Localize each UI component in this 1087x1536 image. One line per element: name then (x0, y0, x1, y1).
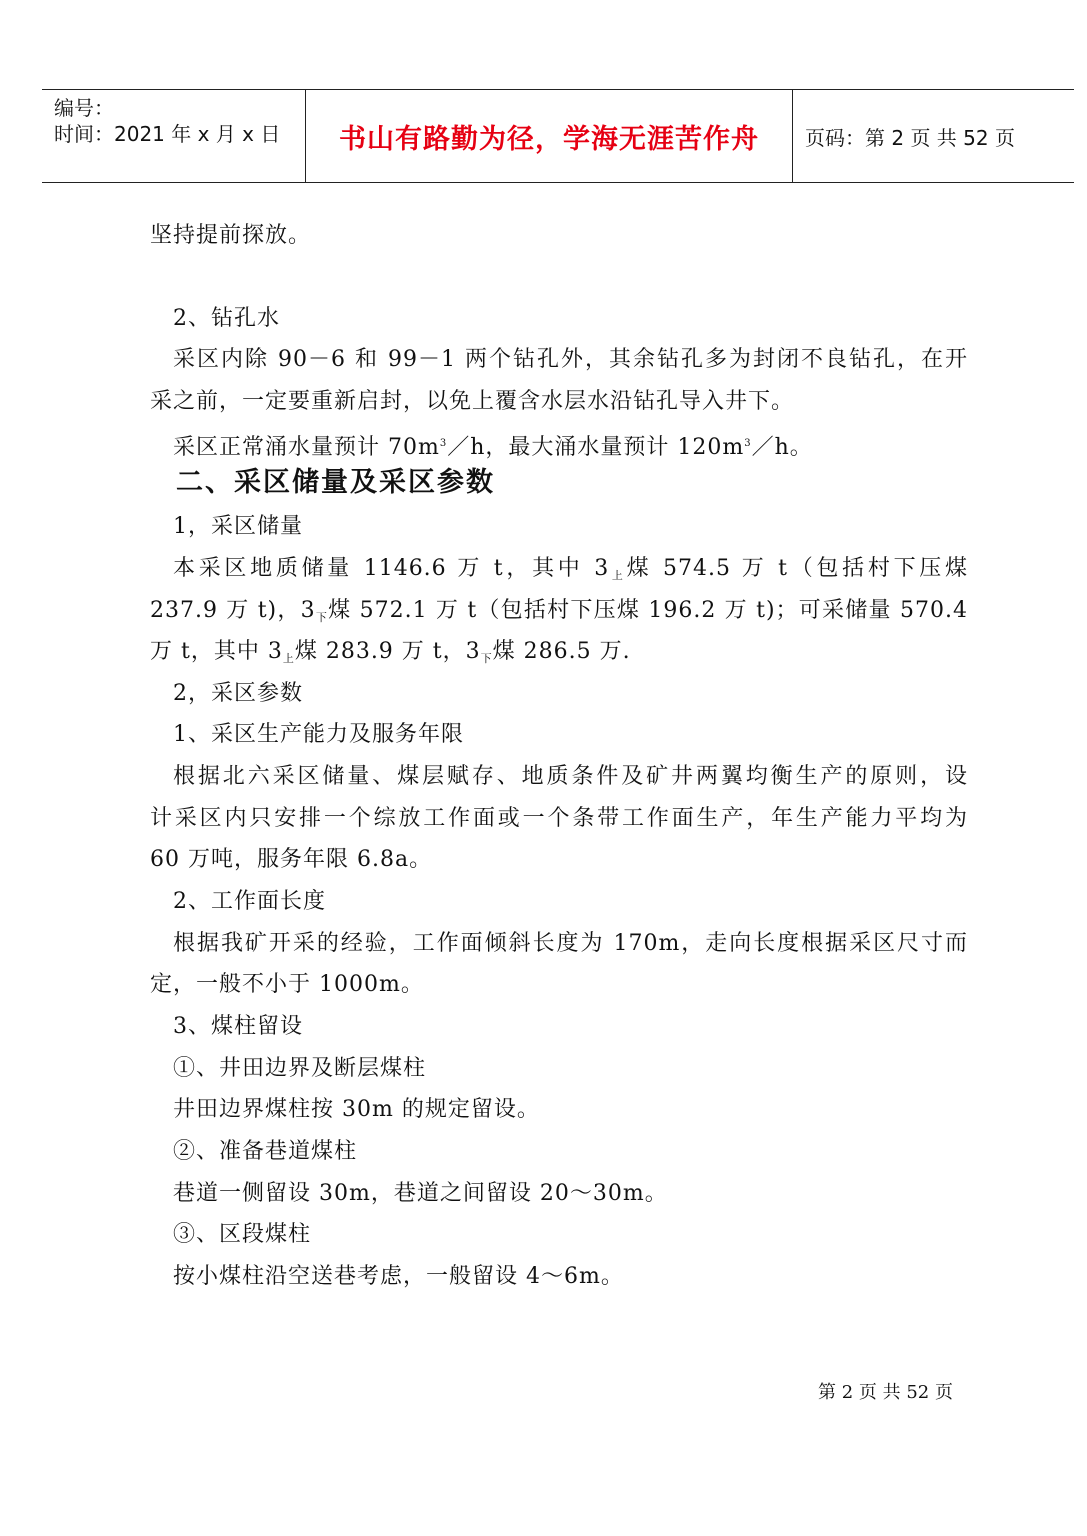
header-middle-cell (306, 90, 793, 182)
page-footer: 第 2 页 共 52 页 (818, 1382, 953, 1403)
reserves-text-d: 煤 572.1 万 t（包括村下压煤 196.2 万 t)；可采储量 570.4 (328, 598, 969, 623)
item-boundary-pillar: ①、井田边界及断层煤柱 (173, 1056, 427, 1081)
date-label: 时间：2021 年 x 月 x 日 (54, 122, 281, 146)
boundary-pillar-text: 井田边界煤柱按 30m 的规定留设。 (173, 1097, 540, 1122)
reserves-text-e: 万 t，其中 3 (150, 639, 283, 664)
superscript-3: 3 (439, 438, 448, 449)
subheading-coal-pillar: 3、煤柱留设 (173, 1014, 303, 1039)
paragraph-3-line-2: 采之前，一定要重新启封，以免上覆含水层水沿钻孔导入井下。 (150, 389, 795, 414)
item-section-pillar: ③、区段煤柱 (173, 1222, 312, 1247)
motto-text: 书山有路勤为径，学海无涯苦作舟 (339, 123, 759, 155)
paragraph-4-water-inflow (173, 430, 813, 462)
water-inflow-part-b: ／h，最大涌水量预计 120m (447, 435, 745, 460)
header-right-cell (793, 90, 1074, 182)
subscript-lower: 下 (315, 611, 329, 624)
subscript-upper: 上 (282, 652, 295, 665)
subheading-capacity: 1、采区生产能力及服务年限 (173, 722, 464, 747)
water-inflow-part-a: 采区正常涌水量预计 70m (173, 435, 440, 460)
page-info: 页码：第 2 页 共 52 页 (805, 125, 1015, 150)
item-roadway-pillar: ②、准备巷道煤柱 (173, 1139, 358, 1164)
subscript-upper: 上 (609, 569, 627, 582)
header-left-cell (42, 90, 306, 182)
paragraph-11-line-2: 定，一般不小于 1000m。 (150, 972, 424, 997)
roadway-pillar-text: 巷道一侧留设 30m，巷道之间留设 20～30m。 (173, 1181, 668, 1206)
paragraph-9-line-3: 60 万吨，服务年限 6.8a。 (150, 847, 433, 872)
superscript-3: 3 (744, 438, 752, 449)
paragraph-6-line-3 (150, 638, 631, 673)
reserves-text-a: 本采区地质储量 1146.6 万 t，其中 3 (173, 556, 610, 581)
document-header (42, 89, 1074, 183)
paragraph-9-line-2: 计采区内只安排一个综放工作面或一个条带工作面生产，年生产能力平均为 (150, 806, 968, 831)
paragraph-11-line-1: 根据我矿开采的经验，工作面倾斜长度为 170m，走向长度根据采区尺寸而 (173, 931, 968, 956)
section-pillar-text: 按小煤柱沿空送巷考虑，一般留设 4～6m。 (173, 1264, 624, 1289)
water-inflow-part-c: ／h。 (751, 435, 813, 460)
paragraph-9-line-1: 根据北六采区储量、煤层赋存、地质条件及矿井两翼均衡生产的原则，设 (173, 764, 968, 789)
serial-number-label: 编号： (54, 96, 114, 120)
paragraph-1: 坚持提前探放。 (150, 223, 312, 248)
paragraph-3-line-1: 采区内除 90－6 和 99－1 两个钻孔外，其余钻孔多为封闭不良钻孔，在开 (173, 347, 968, 372)
reserves-text-b: 煤 574.5 万 t（包括村下压煤 (626, 556, 968, 581)
paragraph-6-line-2 (150, 597, 968, 632)
reserves-text-g: 煤 286.5 万. (492, 639, 631, 664)
subscript-lower: 下 (480, 652, 493, 665)
section-heading: 二、采区储量及采区参数 (176, 467, 495, 498)
subheading-parameters: 2，采区参数 (173, 681, 303, 706)
reserves-text-f: 煤 283.9 万 t，3 (294, 639, 481, 664)
reserves-text-c: 237.9 万 t)，3 (150, 598, 316, 623)
subheading-reserves: 1，采区储量 (173, 514, 303, 539)
subheading-borehole-water: 2、钻孔水 (173, 306, 280, 331)
paragraph-6-line-1 (173, 555, 968, 590)
subheading-face-length: 2、工作面长度 (173, 889, 326, 914)
